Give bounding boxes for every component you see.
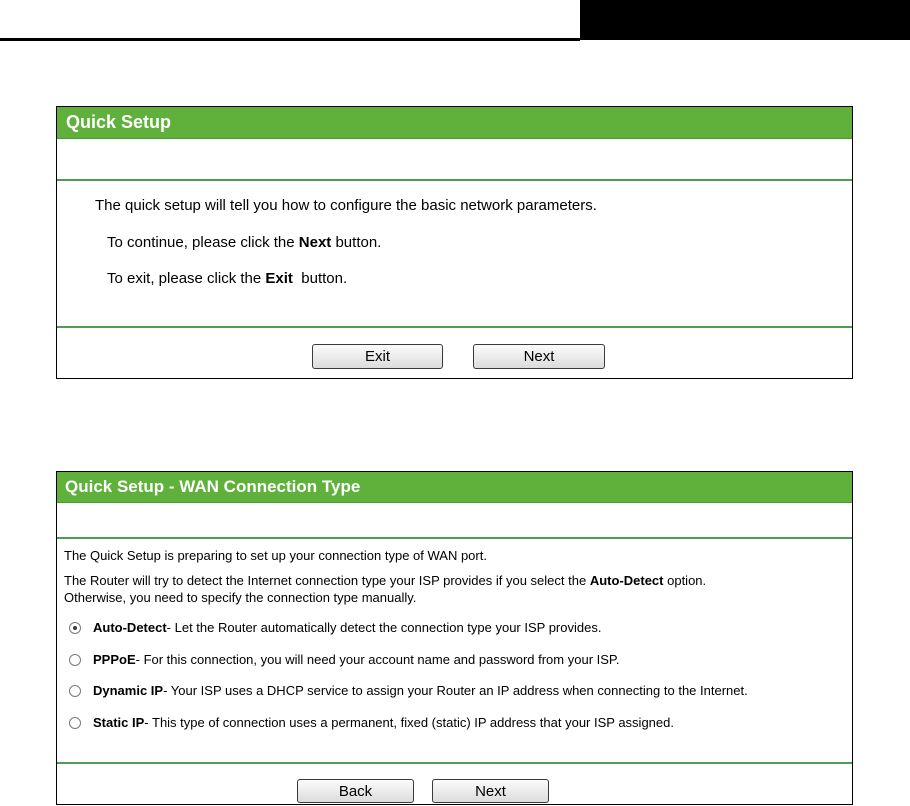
divider — [57, 179, 852, 181]
instruction-text: To continue, please click the — [107, 234, 299, 251]
divider — [57, 326, 852, 328]
panel-title: Quick Setup - WAN Connection Type — [57, 472, 852, 503]
manual-text: Otherwise, you need to specify the connection type manually. — [64, 590, 417, 605]
document-header-rule — [0, 38, 580, 41]
document-header-tab — [580, 0, 910, 40]
panel-title: Quick Setup — [57, 107, 852, 139]
instruction-bold: Exit — [265, 270, 293, 287]
detect-text-part: The Router will try to detect the Internet connection type your ISP provides if you select the — [64, 573, 590, 588]
next-button[interactable]: Next — [432, 779, 549, 803]
continue-instruction — [107, 234, 381, 251]
instruction-bold: Next — [298, 234, 332, 251]
intro-text: The quick setup will tell you how to configure the basic network parameters. — [95, 197, 597, 214]
pppoe-radio[interactable] — [69, 654, 81, 666]
option-auto-detect[interactable] — [69, 620, 601, 635]
detect-text-part: option. — [663, 573, 707, 588]
instruction-text: button. — [331, 234, 382, 251]
auto-detect-radio[interactable] — [69, 622, 81, 634]
option-pppoe[interactable] — [69, 652, 620, 667]
static-ip-radio[interactable] — [69, 717, 81, 729]
detect-text-bold: Auto-Detect — [589, 573, 664, 588]
quick-setup-panel — [56, 106, 853, 379]
option-description: - For this connection, you will need your account name and password from your ISP. — [135, 652, 620, 667]
back-button[interactable]: Back — [297, 779, 414, 803]
dynamic-ip-radio[interactable] — [69, 685, 81, 697]
option-description: - Your ISP uses a DHCP service to assign your Router an IP address when connecting to the Internet. — [163, 683, 748, 698]
option-label: Static IP — [93, 715, 145, 730]
exit-button[interactable]: Exit — [312, 344, 443, 369]
option-static-ip[interactable] — [69, 715, 674, 730]
option-label: Auto-Detect — [93, 620, 167, 635]
instruction-text: button. — [292, 270, 348, 287]
detect-text — [64, 573, 706, 588]
option-description: - Let the Router automatically detect the connection type your ISP provides. — [166, 620, 602, 635]
wan-connection-type-panel — [56, 471, 853, 805]
intro-text: The Quick Setup is preparing to set up your connection type of WAN port. — [64, 548, 487, 563]
option-description: - This type of connection uses a permanent, fixed (static) IP address that your ISP assigned. — [144, 715, 674, 730]
divider — [57, 762, 852, 764]
option-label: PPPoE — [93, 652, 136, 667]
option-dynamic-ip[interactable] — [69, 683, 748, 698]
option-label: Dynamic IP — [93, 683, 164, 698]
next-button[interactable]: Next — [473, 344, 605, 369]
exit-instruction — [107, 270, 347, 287]
instruction-text: To exit, please click the — [107, 270, 266, 287]
divider — [57, 537, 852, 539]
